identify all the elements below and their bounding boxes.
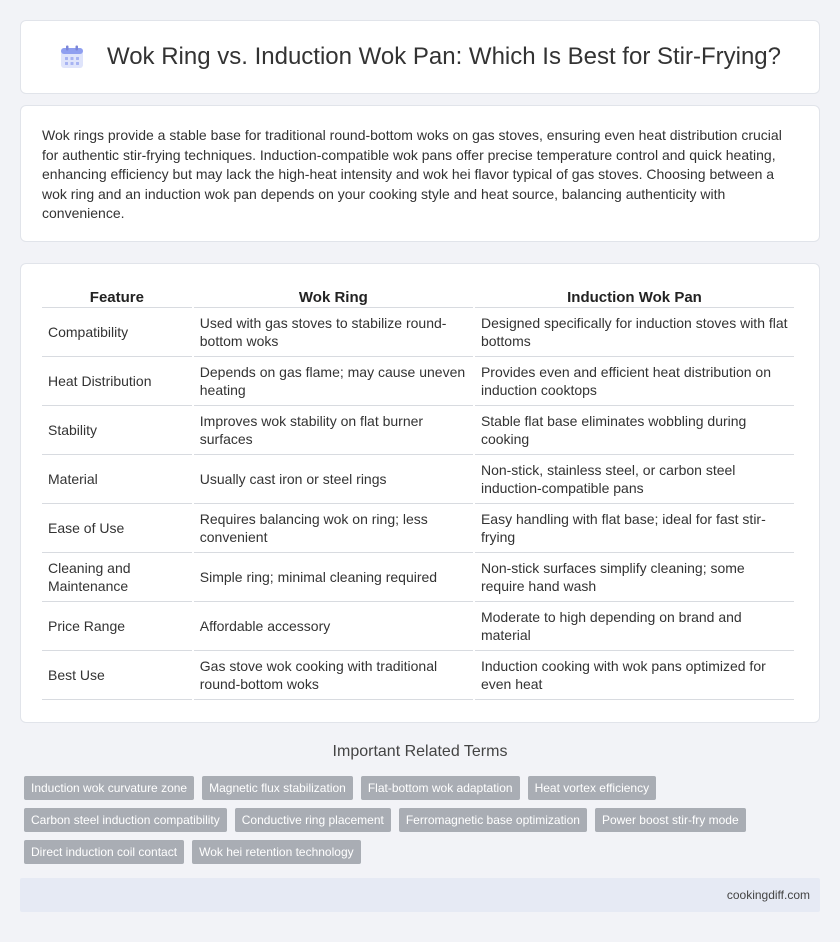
related-term-tag[interactable]: Carbon steel induction compatibility: [24, 808, 227, 832]
related-term-tag[interactable]: Heat vortex efficiency: [528, 776, 657, 800]
induction-cell: Moderate to high depending on brand and material: [475, 602, 794, 651]
related-term-tag[interactable]: Magnetic flux stabilization: [202, 776, 353, 800]
related-terms-list: [24, 776, 824, 864]
related-term-tag[interactable]: Ferromagnetic base optimization: [399, 808, 587, 832]
wok-ring-cell: Requires balancing wok on ring; less convenient: [194, 504, 473, 553]
header-induction-wok-pan: Induction Wok Pan: [475, 284, 794, 308]
feature-cell: Best Use: [42, 651, 192, 700]
table-row: [42, 504, 794, 553]
wok-ring-cell: Simple ring; minimal cleaning required: [194, 553, 473, 602]
feature-cell: Cleaning and Maintenance: [42, 553, 192, 602]
feature-cell: Stability: [42, 406, 192, 455]
feature-cell: Compatibility: [42, 308, 192, 357]
related-term-tag[interactable]: Wok hei retention technology: [192, 840, 361, 864]
related-term-tag[interactable]: Power boost stir-fry mode: [595, 808, 746, 832]
induction-cell: Easy handling with flat base; ideal for fast stir-frying: [475, 504, 794, 553]
header-card: [20, 20, 820, 94]
table-row: [42, 455, 794, 504]
wok-ring-cell: Gas stove wok cooking with traditional round-bottom woks: [194, 651, 473, 700]
related-term-tag[interactable]: Direct induction coil contact: [24, 840, 184, 864]
related-term-tag[interactable]: Conductive ring placement: [235, 808, 391, 832]
table-row: [42, 308, 794, 357]
induction-cell: Non-stick surfaces simplify cleaning; some require hand wash: [475, 553, 794, 602]
table-row: [42, 406, 794, 455]
page-title: Wok Ring vs. Induction Wok Pan: Which Is Best for Stir-Frying?: [106, 43, 781, 70]
calendar-icon: [59, 44, 85, 70]
wok-ring-cell: Depends on gas flame; may cause uneven heating: [194, 357, 473, 406]
wok-ring-cell: Improves wok stability on flat burner surfaces: [194, 406, 473, 455]
header-feature: Feature: [42, 284, 192, 308]
wok-ring-cell: Usually cast iron or steel rings: [194, 455, 473, 504]
header-wok-ring: Wok Ring: [194, 284, 473, 308]
feature-cell: Price Range: [42, 602, 192, 651]
induction-cell: Provides even and efficient heat distribution on induction cooktops: [475, 357, 794, 406]
wok-ring-cell: Used with gas stoves to stabilize round-bottom woks: [194, 308, 473, 357]
comparison-card: [20, 263, 820, 723]
wok-ring-cell: Affordable accessory: [194, 602, 473, 651]
footer: [20, 878, 820, 912]
related-term-tag[interactable]: Flat-bottom wok adaptation: [361, 776, 520, 800]
feature-cell: Material: [42, 455, 192, 504]
induction-cell: Stable flat base eliminates wobbling during cooking: [475, 406, 794, 455]
footer-site-link[interactable]: cookingdiff.com: [726, 888, 810, 902]
table-row: [42, 602, 794, 651]
related-terms-title: Important Related Terms: [332, 743, 508, 760]
table-row: [42, 553, 794, 602]
table-header-row: [42, 284, 794, 308]
feature-cell: Heat Distribution: [42, 357, 192, 406]
comparison-table: [40, 284, 796, 700]
feature-cell: Ease of Use: [42, 504, 192, 553]
intro-text: Wok rings provide a stable base for traditional round-bottom woks on gas stoves, ensuring even heat distribution crucial for authentic stir-frying techniques. Induction-compatible wok pans offer precise temperature control and quick heating, enhancing efficiency but may lack the high-heat intensity and wok hei flavor typical of gas stoves. Choosing between a wok ring and an induction wok pan depends on your cooking style and heat source, balancing authenticity with convenience.: [42, 127, 782, 221]
induction-cell: Induction cooking with wok pans optimized for even heat: [475, 651, 794, 700]
induction-cell: Non-stick, stainless steel, or carbon steel induction-compatible pans: [475, 455, 794, 504]
table-row: [42, 651, 794, 700]
induction-cell: Designed specifically for induction stoves with flat bottoms: [475, 308, 794, 357]
related-term-tag[interactable]: Induction wok curvature zone: [24, 776, 194, 800]
intro-card: [20, 105, 820, 242]
table-row: [42, 357, 794, 406]
